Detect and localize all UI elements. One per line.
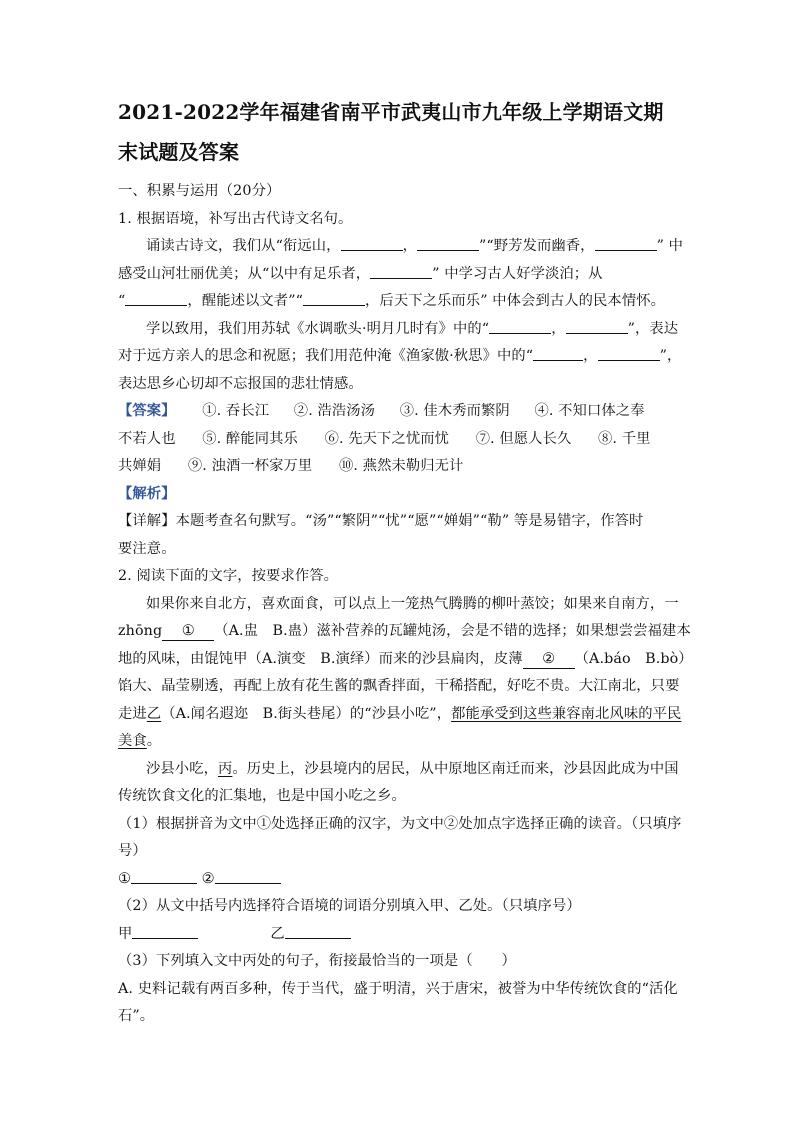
analysis-tag-line <box>118 481 678 509</box>
option-a-line1: A. 史料记载有两百多种，传于当代，盛于明清，兴于唐宋，被誉为中华传统饮食的“活化 <box>118 980 678 997</box>
answer-blank <box>125 291 187 306</box>
blank-2: ② <box>523 650 575 669</box>
answer-blank <box>370 264 432 279</box>
q2-line1: 如果你来自北方，喜欢面食，可以点上一笼热气腾腾的柳叶蒸饺；如果来自南方，一 <box>146 595 679 612</box>
sub-question-1-line1: （1）根据拼音为文中①处选择正确的汉字，为文中②处加点字选择正确的读音。（只填序 <box>118 815 682 832</box>
title-line-2: 末试题及答案 <box>118 140 240 164</box>
option-a-line2: 石”。 <box>118 1008 155 1024</box>
sub-question-3: （3）下列填入文中丙处的句子，衔接最恰当的一项是（ ） <box>118 953 516 969</box>
q1-para1-line3: “ ，醒能述以文者”“ ，后天下之乐而乐” 中体会到古人的民本情怀。 <box>118 293 666 309</box>
answer-blank <box>285 924 351 939</box>
answer-blank <box>417 236 479 251</box>
q2-line4: 馅大、晶莹剔透，再配上放有花生酱的飘香拌面，干稀搭配，好吃不贵。大江南北，只要 <box>118 678 680 694</box>
q2-line6: 美食。 <box>118 733 162 749</box>
answer-item: ④. 不知口体之奉 <box>534 403 645 419</box>
title-line-1: 2021-2022学年福建省南平市武夷山市九年级上学期语文期 <box>118 100 664 124</box>
answer-blank <box>489 319 551 334</box>
document-title <box>118 92 678 172</box>
sub-question-1-line2: 号） <box>118 843 147 859</box>
answer-blank <box>215 869 281 884</box>
answer-blank <box>595 236 657 251</box>
answer-blank <box>303 291 365 306</box>
answer-item: ⑧. 千里 <box>598 430 651 447</box>
question-1-stem: 1. 根据语境，补写出古代诗文名句。 <box>118 210 353 227</box>
answer-item: ⑥. 先天下之忧而忧 <box>324 430 450 447</box>
q1-para2-line1: 学以致用，我们用苏轼《水调歌头·明月几时有》中的“ ， ”，表达 <box>146 320 679 337</box>
detail-line-2: 要注意。 <box>118 540 176 557</box>
underlined-sentence: 都能承受到这些兼容南北风味的平民 <box>451 705 682 722</box>
answer-blank <box>598 346 660 361</box>
answer-tag: 【答案】 <box>118 403 176 419</box>
sub-question-1-answer: ① ② <box>118 866 678 894</box>
answer-line-2 <box>118 426 678 454</box>
q2-line7: 沙县小吃，丙。历史上，沙县境内的居民，从中原地区南迁而来，沙县因此成为中国 <box>146 760 679 777</box>
question-2-stem: 2. 阅读下面的文字，按要求作答。 <box>118 568 339 584</box>
answer-blank <box>132 924 198 939</box>
answer-blank <box>341 236 403 251</box>
answer-item: ⑤. 醉能同其乐 <box>202 430 298 447</box>
analysis-tag: 【解析】 <box>118 485 176 502</box>
underlined-sentence-end: 美食 <box>118 733 147 749</box>
answer-item: 不若人也 <box>118 430 176 447</box>
answer-item: ⑨. 浊酒一杯家万里 <box>187 458 313 474</box>
q1-para1-line2: 感受山河壮丽优美；从“以中有足乐者， ” 中学习古人好学淡泊；从 <box>118 265 603 282</box>
q2-line2: zhōng ① （A.盅 B.蛊）滋补营养的瓦罐炖汤，会是不错的选择；如果想尝尝福建本 <box>118 623 691 639</box>
q1-para2-line2: 对于远方亲人的思念和祝愿；我们用范仲淹《渔家傲·秋思》中的“ ， ”， <box>118 348 682 364</box>
underlined-bing: 丙 <box>217 760 233 777</box>
answer-item: ⑩. 燕然未勒归无计 <box>338 458 464 474</box>
q1-para2-line3: 表达思乡心切却不忘报国的悲壮情感。 <box>118 375 363 392</box>
q2-line3: 地的风味，由馄饨甲（A.演变 B.演绎）而来的沙县扁肉，皮薄 ② （A.báo B.bò） <box>118 650 693 667</box>
underlined-yi: 乙 <box>146 705 162 722</box>
q1-para1-line1: 诵读古诗文，我们从“衔远山， ， ”“野芳发而幽香， ” 中 <box>146 238 684 254</box>
sub-question-2-answer: 甲 乙 <box>118 921 678 949</box>
document-page <box>118 92 693 1031</box>
answer-item: ②. 浩浩汤汤 <box>293 403 376 419</box>
answer-item: ③. 佳木秀而繁阴 <box>399 403 510 419</box>
answer-blank <box>533 346 583 361</box>
blank-1: ① <box>162 622 214 641</box>
sub-question-2: （2）从文中括号内选择符合语境的词语分别填入甲、乙处。（只填序号） <box>118 898 581 914</box>
section-heading: 一、积累与运用（20分） <box>118 183 281 199</box>
q2-line5: 走进乙（A.闻名遐迩 B.街头巷尾）的“沙县小吃”，都能承受到这些兼容南北风味的平民 <box>118 705 682 722</box>
answer-line-1 <box>118 398 678 426</box>
answer-item: 共婵娟 <box>118 458 162 474</box>
q2-line8: 传统饮食文化的汇集地，也是中国小吃之乡。 <box>118 788 406 804</box>
answer-item: ①. 吞长江 <box>202 403 270 419</box>
detail-line-1: 【详解】本题考查名句默写。“汤”“繁阴”“忧”“愿”“婵娟”“勒” 等是易错字，作答时 <box>118 513 644 529</box>
answer-blank <box>131 869 197 884</box>
answer-blank <box>566 319 628 334</box>
answer-item: ⑦. 但愿人长久 <box>475 430 572 447</box>
answer-line-3 <box>118 453 678 481</box>
